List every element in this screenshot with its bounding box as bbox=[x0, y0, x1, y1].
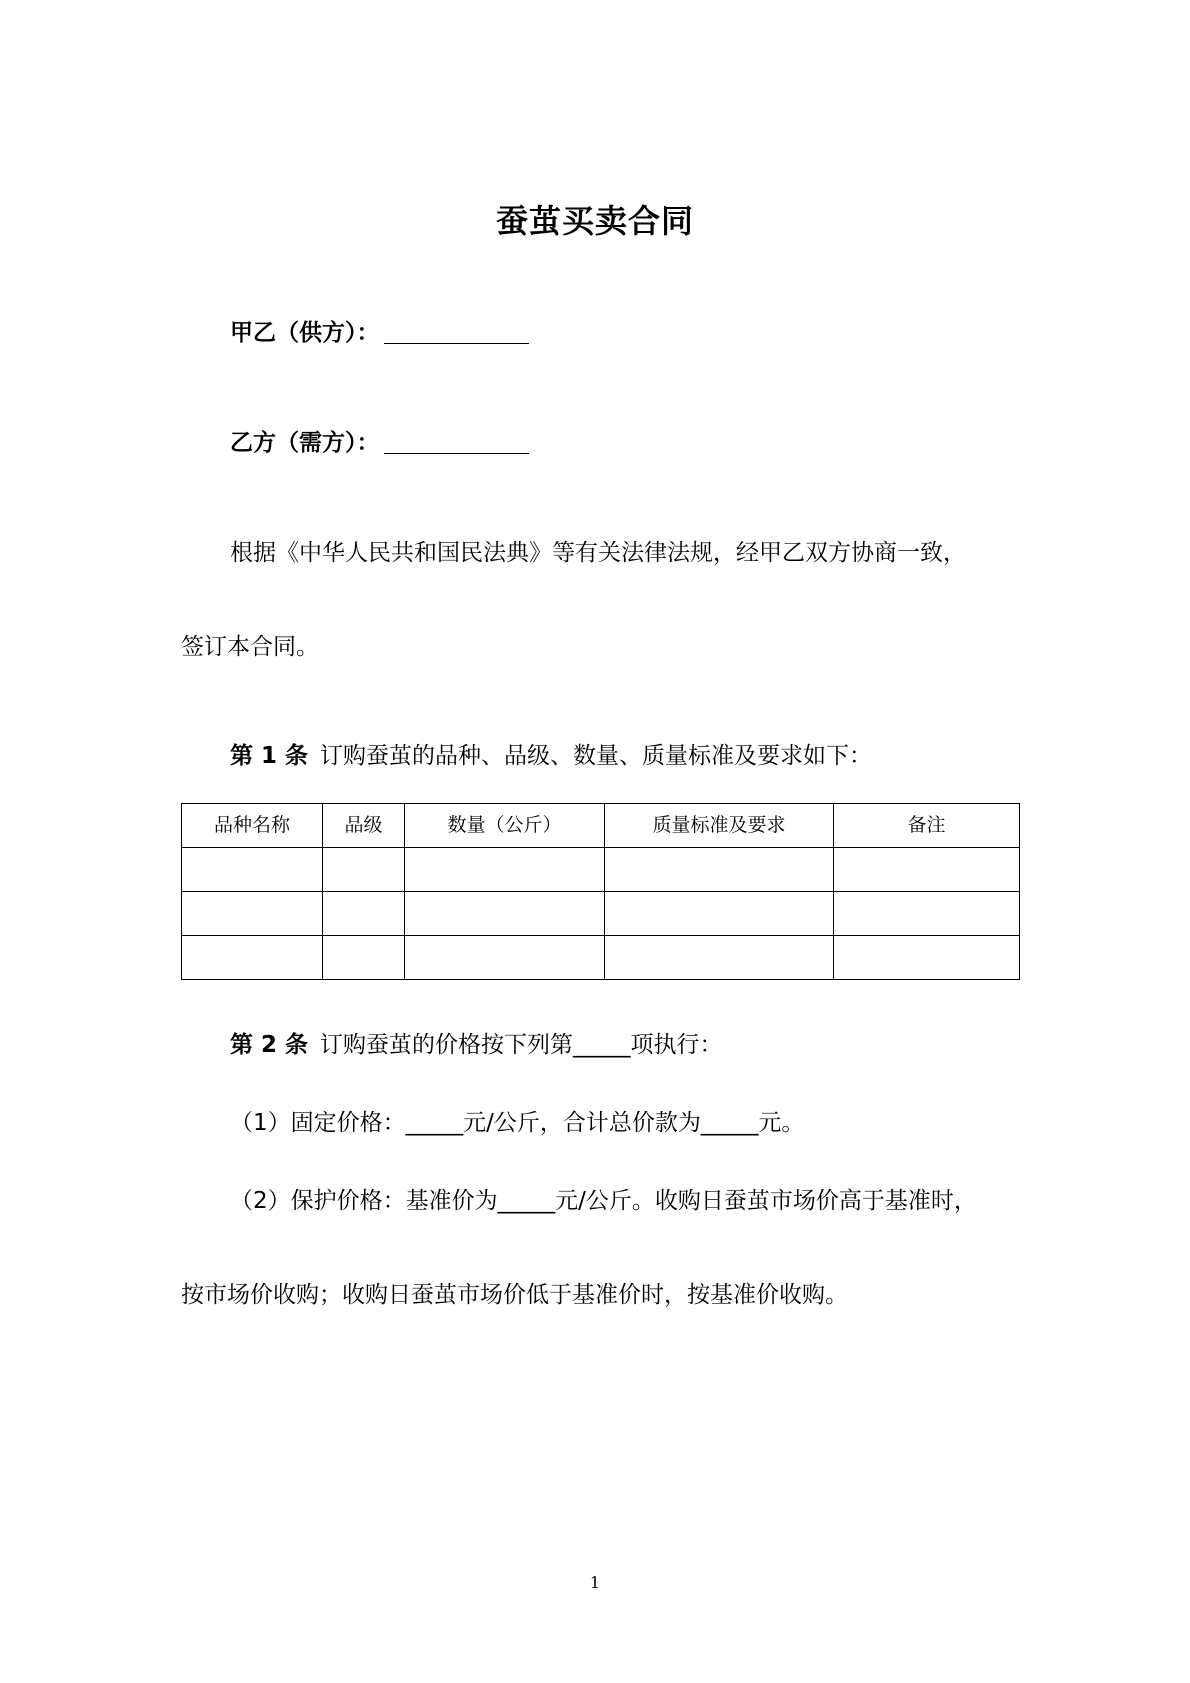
spec-table bbox=[181, 803, 1020, 980]
party-b-line bbox=[230, 428, 529, 458]
article-1-heading bbox=[230, 741, 872, 771]
document-title: 蚕茧买卖合同 bbox=[495, 202, 694, 240]
article-1-text: 订购蚕茧的品种、品级、数量、质量标准及要求如下： bbox=[320, 743, 873, 769]
table-row bbox=[182, 936, 1020, 980]
table-cell[interactable] bbox=[834, 892, 1020, 936]
article-1-number: 第 1 条 bbox=[230, 743, 309, 769]
party-a-blank[interactable] bbox=[384, 321, 529, 344]
article-2-item-2-line-1: （2）保护价格：基准价为_____元/公斤。收购日蚕茧市场价高于基准时， bbox=[230, 1188, 977, 1214]
table-cell[interactable] bbox=[405, 892, 605, 936]
article-2-number: 第 2 条 bbox=[230, 1032, 309, 1058]
party-a-line bbox=[230, 318, 529, 348]
header-variety: 品种名称 bbox=[182, 804, 323, 848]
table-cell[interactable] bbox=[182, 936, 323, 980]
header-grade: 品级 bbox=[323, 804, 405, 848]
table-cell[interactable] bbox=[323, 892, 405, 936]
table-row bbox=[182, 848, 1020, 892]
table-cell[interactable] bbox=[405, 848, 605, 892]
header-remarks: 备注 bbox=[834, 804, 1020, 848]
article-2-heading bbox=[230, 1030, 723, 1060]
party-b-blank[interactable] bbox=[384, 431, 529, 454]
article-2-item-2-line-2: 按市场价收购；收购日蚕茧市场价低于基准价时，按基准价收购。 bbox=[181, 1282, 848, 1308]
table-cell[interactable] bbox=[834, 936, 1020, 980]
table-row bbox=[182, 892, 1020, 936]
article-2-item-1: （1）固定价格：_____元/公斤，合计总价款为_____元。 bbox=[230, 1110, 805, 1136]
table-cell[interactable] bbox=[323, 848, 405, 892]
header-quantity: 数量（公斤） bbox=[405, 804, 605, 848]
table-cell[interactable] bbox=[323, 936, 405, 980]
preamble-line-1: 根据《中华人民共和国民法典》等有关法律法规，经甲乙双方协商一致， bbox=[230, 540, 966, 566]
preamble-line-2: 签订本合同。 bbox=[181, 634, 319, 660]
article-2-text: 订购蚕茧的价格按下列第_____项执行： bbox=[320, 1032, 723, 1058]
table-cell[interactable] bbox=[182, 848, 323, 892]
table-cell[interactable] bbox=[182, 892, 323, 936]
table-cell[interactable] bbox=[605, 936, 834, 980]
header-quality-standard: 质量标准及要求 bbox=[605, 804, 834, 848]
table-cell[interactable] bbox=[405, 936, 605, 980]
spec-table-header-row bbox=[182, 804, 1020, 848]
party-b-label: 乙方（需方）： bbox=[230, 430, 380, 456]
table-cell[interactable] bbox=[605, 892, 834, 936]
table-cell[interactable] bbox=[605, 848, 834, 892]
table-cell[interactable] bbox=[834, 848, 1020, 892]
party-a-label: 甲乙（供方）： bbox=[230, 320, 380, 346]
page-number: 1 bbox=[589, 1573, 601, 1592]
